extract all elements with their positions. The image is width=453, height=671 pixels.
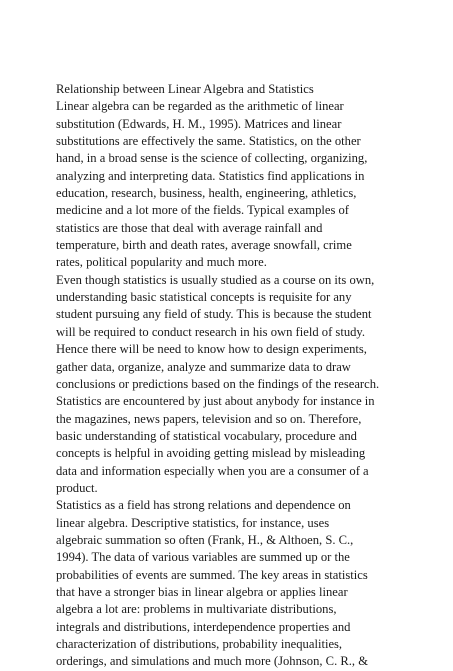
- text-line: that have a stronger bias in linear algebra or applies linear: [56, 584, 348, 599]
- text-line: temperature, birth and death rates, average snowfall, crime: [56, 238, 352, 253]
- text-line: concepts is helpful in avoiding getting mislead by misleading: [56, 446, 366, 461]
- text-line: Even though statistics is usually studied as a course on its own,: [56, 272, 375, 287]
- document-title: Relationship between Linear Algebra and Statistics: [56, 82, 314, 96]
- text-line: 1994). The data of various variables are summed up or the: [56, 550, 350, 565]
- text-line: product.: [56, 480, 98, 495]
- text-line: education, research, business, health, engineering, athletics,: [56, 186, 357, 201]
- text-line: substitution (Edwards, H. M., 1995). Matrices and linear: [56, 116, 342, 131]
- text-line: analyzing and interpreting data. Statistics find applications in: [56, 168, 365, 183]
- text-line: characterization of distributions, probability inequalities,: [56, 637, 343, 651]
- text-line: understanding basic statistical concepts is requisite for any: [56, 290, 352, 305]
- text-line: Linear algebra can be regarded as the arithmetic of linear: [56, 99, 344, 114]
- text-line: statistics are those that deal with average rainfall and: [56, 220, 323, 235]
- text-line: medicine and a lot more of the fields. Typical examples of: [56, 203, 349, 218]
- text-line: basic understanding of statistical vocabulary, procedure and: [56, 428, 357, 443]
- text-line: Hence there will be need to know how to design experiments,: [56, 342, 367, 357]
- text-line: the magazines, news papers, television and so on. Therefore,: [56, 411, 362, 426]
- document-body: [56, 81, 453, 671]
- text-line: substitutions are effectively the same. Statistics, on the other: [56, 134, 361, 149]
- text-line: orderings, and simulations and much more (Johnson, C. R., &: [56, 654, 369, 669]
- text-line: linear algebra. Descriptive statistics, for instance, uses: [56, 515, 330, 530]
- text-line: hand, in a broad sense is the science of collecting, organizing,: [56, 151, 368, 166]
- text-line: probabilities of events are summed. The key areas in statistics: [56, 567, 368, 582]
- text-line: will be required to conduct research in his own field of study.: [56, 324, 366, 339]
- text-line: rates, political popularity and much more.: [56, 255, 267, 270]
- text-line: algebraic summation so often (Frank, H., & Althoen, S. C.,: [56, 532, 354, 547]
- text-line: Statistics are encountered by just about anybody for instance in: [56, 394, 375, 409]
- text-line: gather data, organize, analyze and summarize data to draw: [56, 359, 351, 374]
- text-line: algebra a lot are: problems in multivariate distributions,: [56, 602, 337, 617]
- text-line: Statistics as a field has strong relations and dependence on: [56, 498, 351, 513]
- text-line: data and information especially when you are a consumer of a: [56, 463, 369, 478]
- text-line: student pursuing any field of study. This is because the student: [56, 307, 372, 322]
- text-line: integrals and distributions, interdependence properties and: [56, 619, 351, 634]
- text-line: conclusions or predictions based on the findings of the research.: [56, 376, 380, 391]
